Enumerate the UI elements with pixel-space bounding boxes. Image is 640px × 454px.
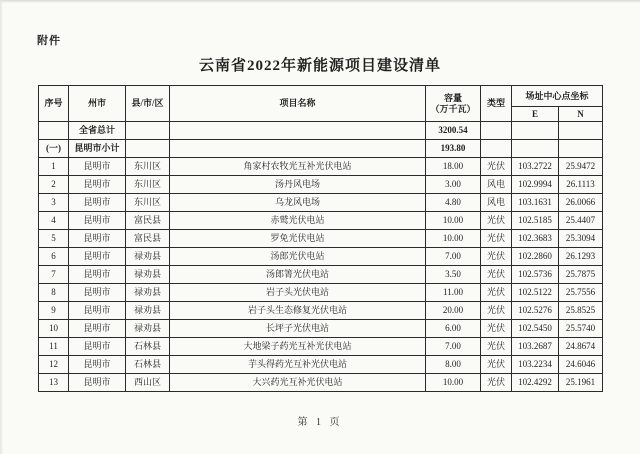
- cell-county: 富民县: [126, 230, 170, 248]
- cell-city: 昆明市: [69, 338, 126, 356]
- cell-e: 103.2722: [512, 158, 559, 176]
- cell-county: 禄劝县: [126, 284, 170, 302]
- cell-no: 7: [39, 266, 69, 284]
- cell-capacity: 20.00: [426, 302, 481, 320]
- cell-no: 6: [39, 248, 69, 266]
- page-title: 云南省2022年新能源项目建设清单: [198, 58, 441, 74]
- cell-e: 102.9994: [512, 176, 559, 194]
- cell-type: 光伏: [481, 284, 512, 302]
- cell-project: 汤丹风电场: [170, 176, 426, 194]
- cell-capacity: 10.00: [426, 230, 481, 248]
- cell-no: 10: [39, 320, 69, 338]
- cell-e: 102.5450: [512, 320, 559, 338]
- cell-type: 光伏: [481, 230, 512, 248]
- cell-n: 26.0066: [559, 194, 603, 212]
- cell-county: 西山区: [126, 374, 170, 392]
- cell-county: 东川区: [126, 158, 170, 176]
- cell-capacity: 3.00: [426, 176, 481, 194]
- cell-type: 光伏: [481, 302, 512, 320]
- cell-city: 昆明市: [69, 374, 126, 392]
- col-header-city: 州市: [69, 86, 126, 122]
- col-header-e: E: [512, 107, 559, 122]
- cell-no: (一): [39, 140, 69, 158]
- cell-n: 26.1113: [559, 176, 603, 194]
- col-header-no: 序号: [39, 86, 69, 122]
- cell-e: 103.2234: [512, 356, 559, 374]
- cell-city: 昆明市: [69, 212, 126, 230]
- cell-e: [512, 122, 559, 140]
- cell-no: 5: [39, 230, 69, 248]
- cell-type: 光伏: [481, 158, 512, 176]
- cell-county: [126, 122, 170, 140]
- table-row: [39, 284, 603, 302]
- col-header-capacity: [426, 86, 481, 122]
- table-row: [39, 320, 603, 338]
- cell-e: 102.5122: [512, 284, 559, 302]
- cell-e: 102.4292: [512, 374, 559, 392]
- header-row-main: [39, 86, 603, 107]
- project-table: [38, 85, 603, 392]
- cell-capacity: 10.00: [426, 212, 481, 230]
- cell-no: 3: [39, 194, 69, 212]
- cell-capacity: 3.50: [426, 266, 481, 284]
- cell-type: 风电: [481, 176, 512, 194]
- table-row: [39, 338, 603, 356]
- cell-city: 昆明市: [69, 176, 126, 194]
- cell-type: 光伏: [481, 356, 512, 374]
- cell-county: 禄劝县: [126, 266, 170, 284]
- cell-n: [559, 122, 603, 140]
- col-header-n: N: [559, 107, 603, 122]
- cell-project: 长坪子光伏电站: [170, 320, 426, 338]
- cell-n: 25.8525: [559, 302, 603, 320]
- cell-capacity: 193.80: [426, 140, 481, 158]
- cell-e: 102.5185: [512, 212, 559, 230]
- cell-type: 光伏: [481, 320, 512, 338]
- cell-n: 24.6046: [559, 356, 603, 374]
- cell-project: 汤郎光伏电站: [170, 248, 426, 266]
- cell-city: 昆明市: [69, 230, 126, 248]
- capacity-header-line1: 容量: [443, 93, 462, 104]
- cell-e: 102.5276: [512, 302, 559, 320]
- cell-n: 25.5740: [559, 320, 603, 338]
- capacity-header-line2: （万千瓦）: [430, 103, 476, 114]
- cell-n: 25.7556: [559, 284, 603, 302]
- cell-county: 禄劝县: [126, 320, 170, 338]
- table-row: [39, 248, 603, 266]
- summary-row: [39, 122, 603, 140]
- cell-e: 102.5736: [512, 266, 559, 284]
- col-header-type: 类型: [481, 86, 512, 122]
- cell-capacity: 18.00: [426, 158, 481, 176]
- page-number: 第 1 页: [297, 417, 343, 428]
- cell-n: 25.4407: [559, 212, 603, 230]
- cell-n: 25.3094: [559, 230, 603, 248]
- cell-capacity: 7.00: [426, 248, 481, 266]
- cell-project: [170, 140, 426, 158]
- cell-capacity: 8.00: [426, 356, 481, 374]
- cell-city: 全省总计: [69, 122, 126, 140]
- table-body: [39, 122, 603, 392]
- cell-county: 禄劝县: [126, 302, 170, 320]
- col-header-county: 县/市/区: [126, 86, 170, 122]
- attachment-label: 附件: [37, 35, 61, 47]
- cell-capacity: 11.00: [426, 284, 481, 302]
- cell-n: 24.8674: [559, 338, 603, 356]
- cell-type: [481, 140, 512, 158]
- cell-city: 昆明市: [69, 266, 126, 284]
- cell-county: 石林县: [126, 338, 170, 356]
- cell-e: [512, 140, 559, 158]
- cell-project: 大兴药光互补光伏电站: [170, 374, 426, 392]
- cell-type: 光伏: [481, 266, 512, 284]
- cell-capacity: 4.80: [426, 194, 481, 212]
- table-row: [39, 158, 603, 176]
- cell-city: 昆明市: [69, 284, 126, 302]
- cell-n: 25.9472: [559, 158, 603, 176]
- cell-county: 东川区: [126, 194, 170, 212]
- cell-project: 角家村农牧光互补光伏电站: [170, 158, 426, 176]
- cell-project: 岩子头生态修复光伏电站: [170, 302, 426, 320]
- cell-type: 光伏: [481, 338, 512, 356]
- cell-n: 25.7875: [559, 266, 603, 284]
- cell-county: 富民县: [126, 212, 170, 230]
- cell-capacity: 7.00: [426, 338, 481, 356]
- cell-city: 昆明市: [69, 248, 126, 266]
- cell-e: 102.3683: [512, 230, 559, 248]
- cell-type: 光伏: [481, 212, 512, 230]
- table-row: [39, 266, 603, 284]
- cell-no: [39, 122, 69, 140]
- cell-project: 乌龙风电场: [170, 194, 426, 212]
- cell-e: 103.2687: [512, 338, 559, 356]
- summary-row: [39, 140, 603, 158]
- cell-n: 26.1293: [559, 248, 603, 266]
- cell-no: 1: [39, 158, 69, 176]
- cell-project: 赤鹫光伏电站: [170, 212, 426, 230]
- table-row: [39, 374, 603, 392]
- col-header-project: 项目名称: [170, 86, 426, 122]
- cell-project: 罗免光伏电站: [170, 230, 426, 248]
- cell-type: 光伏: [481, 374, 512, 392]
- cell-type: 风电: [481, 194, 512, 212]
- cell-n: [559, 140, 603, 158]
- cell-city: 昆明市: [69, 302, 126, 320]
- cell-project: 大地梁子药光互补光伏电站: [170, 338, 426, 356]
- cell-no: 12: [39, 356, 69, 374]
- cell-county: [126, 140, 170, 158]
- cell-capacity: 6.00: [426, 320, 481, 338]
- table-row: [39, 194, 603, 212]
- cell-type: 光伏: [481, 248, 512, 266]
- cell-city: 昆明市: [69, 158, 126, 176]
- cell-no: 13: [39, 374, 69, 392]
- cell-county: 禄劝县: [126, 248, 170, 266]
- cell-type: [481, 122, 512, 140]
- cell-e: 102.2860: [512, 248, 559, 266]
- table-header: [39, 86, 603, 122]
- cell-n: 25.1961: [559, 374, 603, 392]
- cell-city: 昆明市: [69, 194, 126, 212]
- table-row: [39, 356, 603, 374]
- cell-capacity: 10.00: [426, 374, 481, 392]
- cell-city: 昆明市小计: [69, 140, 126, 158]
- cell-capacity: 3200.54: [426, 122, 481, 140]
- scan-edge-top: [0, 0, 640, 3]
- cell-project: 汤郎箐光伏电站: [170, 266, 426, 284]
- table-row: [39, 176, 603, 194]
- cell-city: 昆明市: [69, 356, 126, 374]
- cell-no: 8: [39, 284, 69, 302]
- cell-no: 11: [39, 338, 69, 356]
- cell-county: 东川区: [126, 176, 170, 194]
- table-row: [39, 302, 603, 320]
- cell-project: [170, 122, 426, 140]
- table-row: [39, 212, 603, 230]
- cell-project: 芋头得药光互补光伏电站: [170, 356, 426, 374]
- cell-no: 9: [39, 302, 69, 320]
- cell-project: 岩子头光伏电站: [170, 284, 426, 302]
- cell-e: 103.1631: [512, 194, 559, 212]
- cell-city: 昆明市: [69, 320, 126, 338]
- cell-no: 4: [39, 212, 69, 230]
- cell-county: 石林县: [126, 356, 170, 374]
- col-header-coords: 场址中心点坐标: [512, 86, 603, 107]
- table-row: [39, 230, 603, 248]
- cell-no: 2: [39, 176, 69, 194]
